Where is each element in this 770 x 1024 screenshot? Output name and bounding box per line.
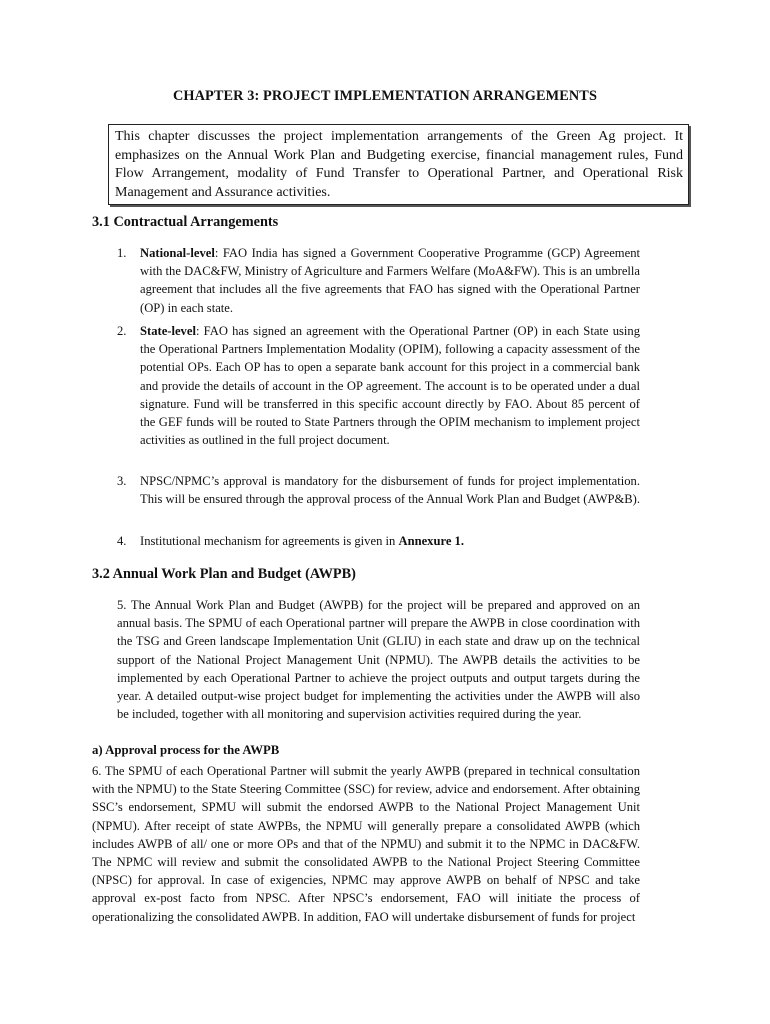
annexure-reference: Annexure 1.: [398, 534, 465, 548]
section-heading-awpb: 3.2 Annual Work Plan and Budget (AWPB): [92, 566, 356, 582]
list-item-number: 4.: [117, 534, 127, 548]
list-item-number: 2.: [117, 324, 127, 338]
list-item-lead: National-level: [140, 246, 215, 260]
list-item-text: : FAO has signed an agreement with the Operational Partner (OP) in each State using the Operational Partners Implementation Modality (OPIM), following a capacity assessment of the potential OPs. Each OP has to open a separate bank account for this project in a commercial bank and provide the details of account in the OP agreement. The account is to be operated under a dual signature. Fund will be transferred in this specific account directly by FAO. About 85 percent of the GEF funds will be routed to State Partners through the OPIM mechanism to implement project activities as outlined in the full project document.: [140, 324, 640, 448]
list-item: [112, 244, 640, 317]
chapter-title: CHAPTER 3: PROJECT IMPLEMENTATION ARRANGEMENTS: [172, 88, 597, 104]
list-item-text: : FAO India has signed a Government Cooperative Programme (GCP) Agreement with the DAC&FW, Ministry of Agriculture and Farmers Welfare (MoA&FW). This is an umbrella agreement that includes all the five agreements that FAO has signed with the Operational Partner (OP) in each state.: [140, 246, 640, 315]
sub-heading-approval-process: a) Approval process for the AWPB: [92, 743, 280, 757]
list-item-lead: State-level: [140, 324, 196, 338]
list-item-text: Institutional mechanism for agreements is given in: [140, 534, 399, 548]
list-item: [112, 532, 640, 550]
list-item-text: NPSC/NPMC’s approval is mandatory for the disbursement of funds for project implementation. This will be ensured through the approval process of the Annual Work Plan and Budget (AWP&B).: [140, 474, 641, 507]
list-item-number: 3.: [117, 474, 127, 488]
chapter-summary-box: This chapter discusses the project implementation arrangements of the Green Ag project. It emphasizes on the Annual Work Plan and Budgeting exercise, financial management rules, Fund Flow Arrangement, modality of Fund Transfer to Operational Partner, and Operational Risk Management and Assurance activities.: [108, 124, 689, 205]
section-heading-contractual-arrangements: 3.1 Contractual Arrangements: [92, 214, 279, 230]
paragraph-5: 5. The Annual Work Plan and Budget (AWPB) for the project will be prepared and approved on an annual basis. The SPMU of each Operational partner will prepare the AWPB in close coordination with the TSG and Green landscape Implementation Unit (GLIU) in each state and draw up on the technical support of the National Project Management Unit (NPMU). The AWPB details the activities to be implemented by each Operational Partner to achieve the project outputs and output targets during the year. A detailed output-wise project budget for implementing the activities under the AWPB will also be included, together with all monitoring and supervision activities required during the year.: [117, 598, 640, 722]
list-item: [112, 472, 640, 508]
list-item: [112, 322, 640, 449]
list-item-number: 1.: [117, 246, 127, 260]
paragraph-6: 6. The SPMU of each Operational Partner will submit the yearly AWPB (prepared in technical consultation with the NPMU) to the State Steering Committee (SSC) for review, advice and endorsement. After obtaining SSC’s endorsement, SPMU will submit the endorsed AWPB to the National Project Management Unit (NPMU). After receipt of state AWPBs, the NPMU will generally prepare a consolidated AWPB (which includes AWPB of all/ one or more OPs and that of the NPMU) and submit it to the NPMC in DAC&FW. The NPMC will review and submit the consolidated AWPB to the National Project Steering Committee (NPSC) for approval. In case of exigencies, NPMC may approve AWPB on behalf of NPSC and take approval ex-post facto from NPSC. After NPSC’s endorsement, FAO will initiate the process of operationalizing the consolidated AWPB. In addition, FAO will undertake disbursement of funds for project: [92, 764, 640, 924]
